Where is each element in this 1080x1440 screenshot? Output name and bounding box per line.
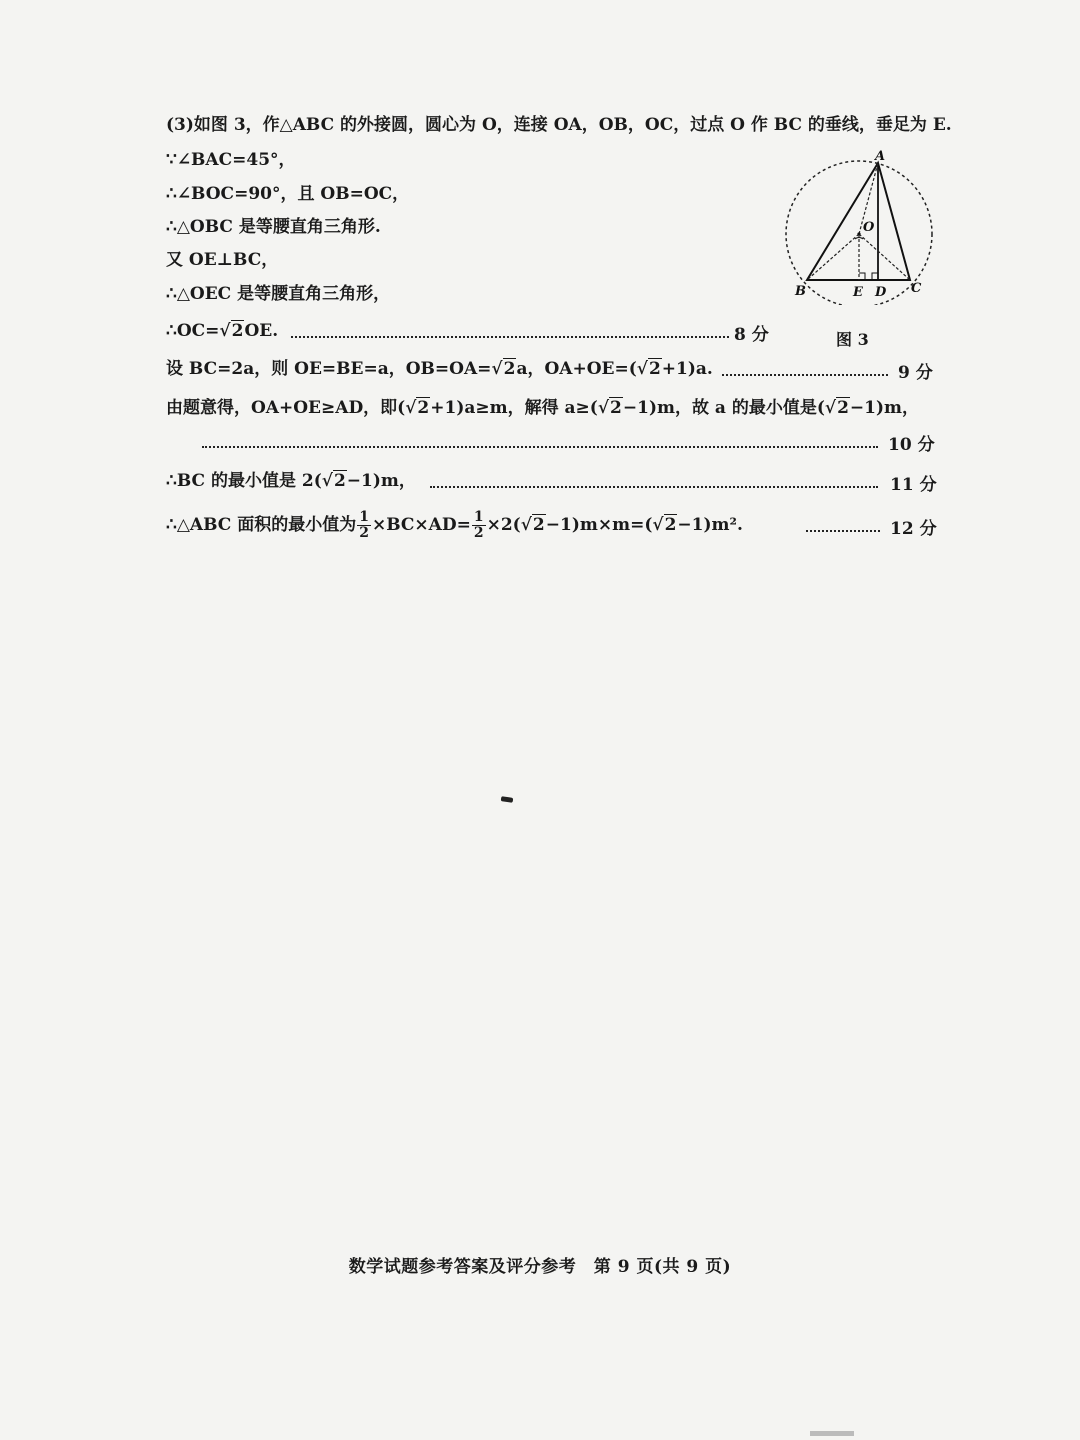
- solution-line-9: [166, 397, 919, 419]
- text-segment: −1)m×m=(: [545, 515, 653, 535]
- text-segment: +1)a.: [661, 359, 713, 379]
- solution-line-3: ∴∠BOC=90°，且 OB=OC，: [166, 184, 410, 204]
- text-segment: +1)a≥m，解得 a≥(: [430, 398, 598, 418]
- solution-line-4: ∴△OBC 是等腰直角三角形.: [166, 217, 381, 237]
- sqrt-radicand: 2: [648, 359, 661, 379]
- text-segment: −1)m，: [849, 398, 920, 418]
- sqrt-sign: √: [520, 515, 532, 535]
- ink-smudge: [501, 796, 514, 803]
- text-segment: a，OA+OE=(: [516, 359, 637, 379]
- sqrt-radicand: 2: [837, 398, 849, 418]
- fraction-numerator: 1: [473, 509, 484, 525]
- score-10: 10 分: [888, 435, 935, 455]
- score-9: 9 分: [898, 363, 933, 383]
- figure-caption: 图 3: [836, 330, 869, 349]
- fraction-one-half: [472, 510, 486, 541]
- text-segment: −1)m².: [677, 515, 743, 535]
- sqrt-sign: √: [636, 359, 648, 379]
- sqrt-radicand: 2: [333, 471, 346, 491]
- score-11: 11 分: [890, 475, 937, 495]
- sqrt-sign: √: [321, 471, 333, 491]
- dot-leader: [806, 530, 880, 532]
- sqrt-sign: √: [219, 321, 231, 341]
- triangle-abc: [807, 163, 910, 280]
- fraction-numerator: 1: [359, 509, 369, 525]
- sqrt-radicand: 2: [664, 515, 677, 535]
- dot-leader: [430, 486, 878, 488]
- dot-leader: [722, 374, 888, 376]
- label-a: A: [875, 149, 886, 164]
- right-angle-mark-e: [859, 273, 865, 280]
- label-o: O: [863, 220, 875, 235]
- text-segment: 由题意得，OA+OE≥AD，即(: [166, 398, 406, 418]
- sqrt-sign: √: [597, 398, 610, 418]
- label-b: B: [795, 284, 806, 299]
- solution-line-10: [166, 470, 416, 492]
- text-segment: ×BC×AD=: [371, 515, 471, 535]
- text-segment: ×2(: [486, 515, 521, 535]
- segment-oc: [859, 234, 910, 280]
- label-c: C: [911, 281, 922, 296]
- text-segment: 设 BC=2a，则 OE=BE=a，OB=OA=: [166, 359, 492, 379]
- sqrt-sign: √: [491, 359, 503, 379]
- label-e: E: [853, 285, 863, 300]
- sqrt-sign: √: [405, 398, 417, 418]
- solution-line-8: [166, 358, 713, 380]
- sqrt-radicand: 2: [532, 515, 545, 535]
- geometry-figure-3: [775, 145, 945, 305]
- text-segment: ∴OC=: [166, 321, 220, 341]
- text-segment: −1)m，故 a 的最小值是(: [622, 398, 825, 418]
- solution-line-11: [166, 510, 743, 541]
- text-segment: −1)m，: [346, 471, 416, 491]
- text-segment: OE.: [244, 321, 279, 341]
- scan-artifact: [810, 1431, 854, 1436]
- dot-leader: [202, 446, 878, 448]
- fraction-denominator: 2: [473, 525, 484, 541]
- sqrt-radicand: 2: [610, 398, 622, 418]
- text-segment: ∴△ABC 面积的最小值为: [166, 515, 357, 535]
- sqrt-radicand: 2: [503, 359, 516, 379]
- sqrt-radicand: 2: [417, 398, 430, 418]
- score-12: 12 分: [890, 519, 937, 539]
- text-segment: ∴BC 的最小值是 2(: [166, 471, 322, 491]
- solution-line-5: 又 OE⊥BC，: [166, 250, 279, 270]
- angle-mark-o: [855, 237, 863, 239]
- label-d: D: [875, 285, 887, 300]
- sqrt-radicand: 2: [231, 321, 244, 341]
- sqrt-sign: √: [824, 398, 837, 418]
- solution-line-7: [166, 320, 278, 342]
- right-angle-mark-d: [872, 273, 878, 280]
- solution-line-6: ∴△OEC 是等腰直角三角形，: [166, 284, 391, 304]
- fraction-denominator: 2: [359, 525, 369, 541]
- dot-leader: [291, 336, 729, 338]
- solution-line-2: ∵∠BAC=45°，: [166, 150, 296, 170]
- fraction-one-half: [357, 510, 371, 541]
- page-footer: 数学试题参考答案及评分参考 第 9 页(共 9 页): [348, 1257, 732, 1277]
- solution-line-1: (3)如图 3，作△ABC 的外接圆，圆心为 O，连接 OA，OB，OC，过点 O 作 BC 的垂线，垂足为 E.: [166, 115, 952, 135]
- center-point-o: [857, 232, 860, 235]
- sqrt-sign: √: [652, 515, 664, 535]
- segment-ob: [807, 234, 859, 280]
- score-8: 8 分: [734, 325, 769, 345]
